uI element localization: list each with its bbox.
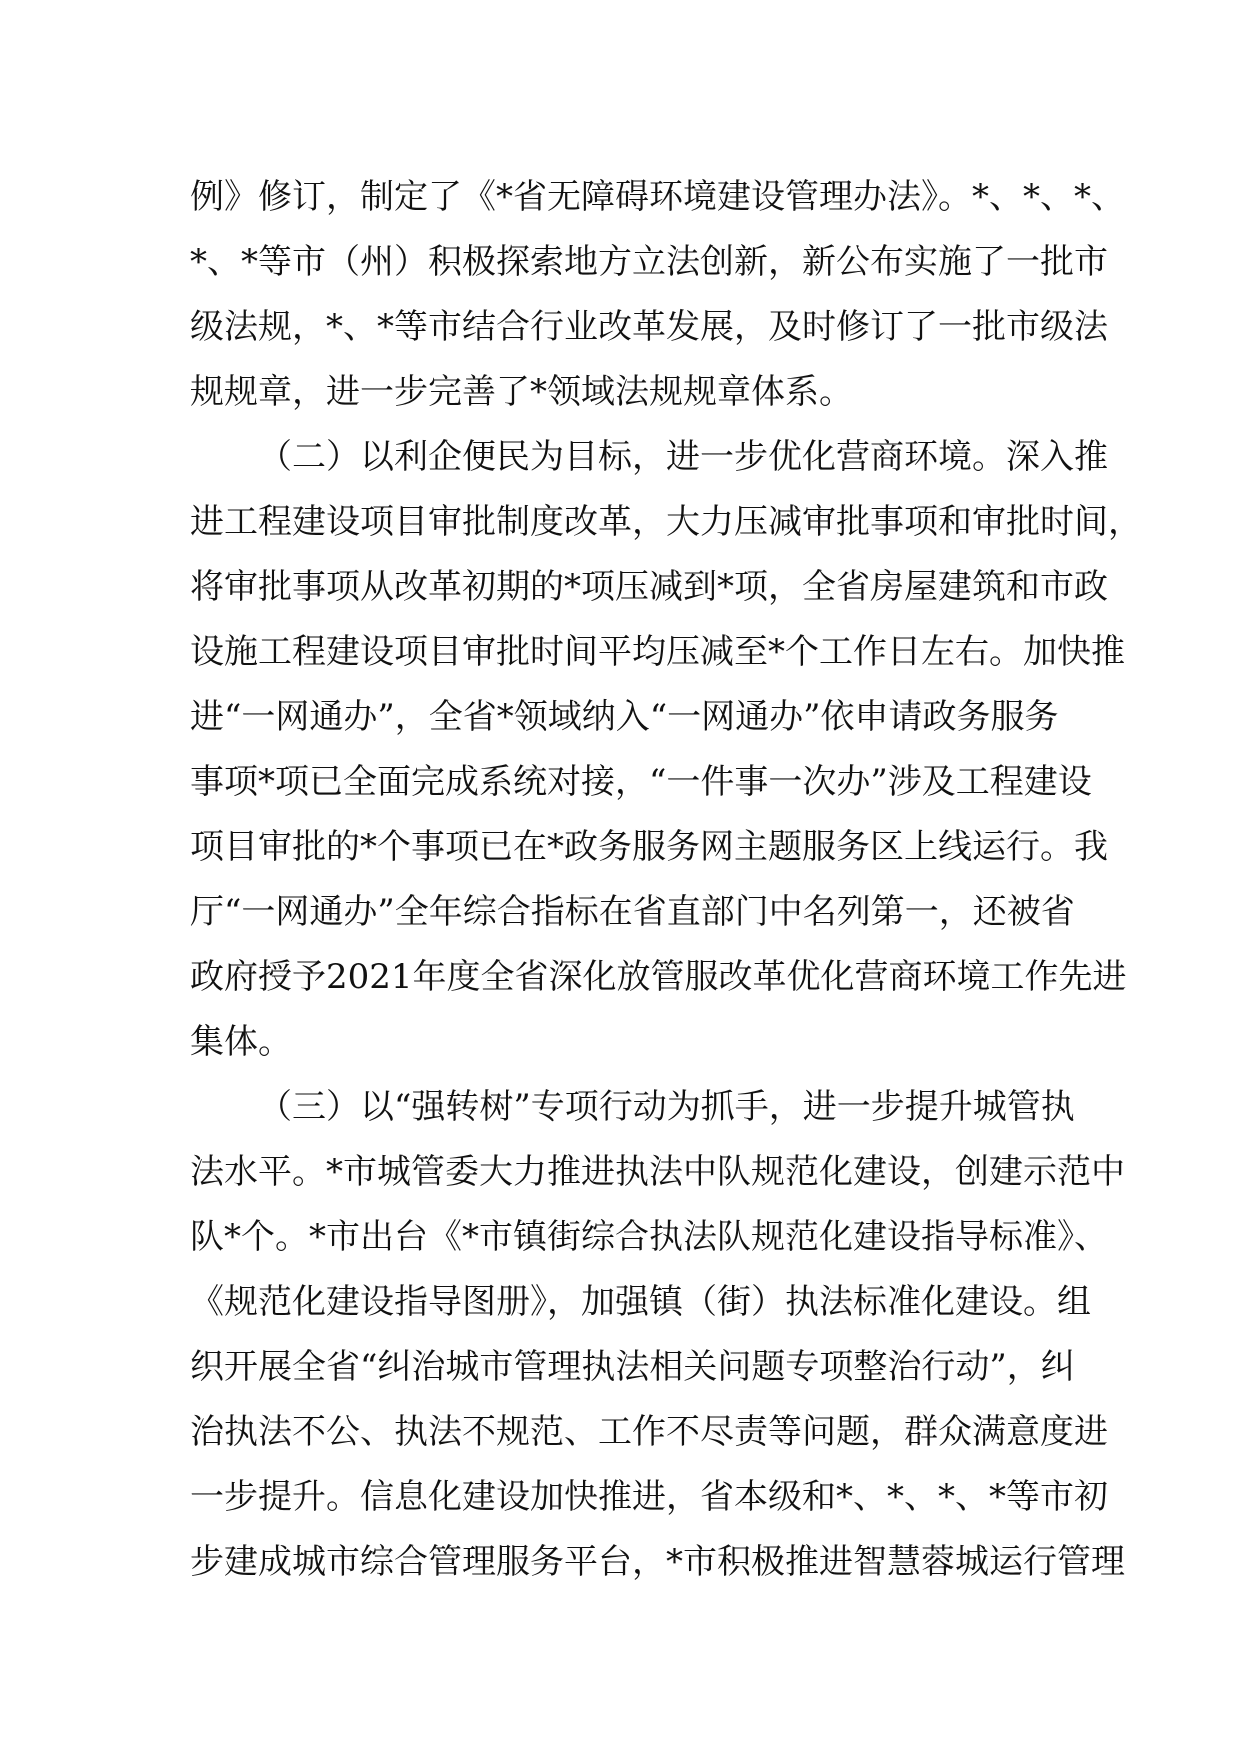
text-line: 法水平。*市城管委大力推进执法中队规范化建设，创建示范中 [190,1152,1125,1192]
text-line: 进“一网通办”，全省*领域纳入“一网通办”依申请政务服务 [190,697,1059,737]
text-line: 步建成城市综合管理服务平台，*市积极推进智慧蓉城运行管理 [190,1542,1125,1582]
text-line: 政府授予2021年度全省深化放管服改革优化营商环境工作先进 [190,957,1127,997]
section-heading-line: （三）以“强转树”专项行动为抓手，进一步提升城管执 [258,1087,1075,1127]
text-line: *、*等市（州）积极探索地方立法创新，新公布实施了一批市 [190,242,1108,282]
text-line: 设施工程建设项目审批时间平均压减至*个工作日左右。加快推 [190,632,1125,672]
text-line: 例》修订，制定了《*省无障碍环境建设管理办法》。*、*、*、 [190,177,1125,217]
text-line: 将审批事项从改革初期的*项压减到*项，全省房屋建筑和市政 [190,567,1108,607]
document-body [190,165,1142,1595]
text-line: 治执法不公、执法不规范、工作不尽责等问题，群众满意度进 [190,1412,1108,1452]
text-line: 规规章，进一步完善了*领域法规规章体系。 [190,372,853,412]
text-line: 织开展全省“纠治城市管理执法相关问题专项整治行动”，纠 [190,1347,1075,1387]
text-line: 《规范化建设指导图册》，加强镇（街）执法标准化建设。组 [190,1282,1091,1322]
text-line: 一步提升。信息化建设加快推进，省本级和*、*、*、*等市初 [190,1477,1108,1517]
text-line: 集体。 [190,1022,292,1062]
section-heading-line: （二）以利企便民为目标，进一步优化营商环境。深入推 [258,437,1108,477]
text-line: 级法规，*、*等市结合行业改革发展，及时修订了一批市级法 [190,307,1108,347]
text-line: 项目审批的*个事项已在*政务服务网主题服务区上线运行。我 [190,827,1108,867]
text-line: 事项*项已全面完成系统对接，“一件事一次办”涉及工程建设 [190,762,1092,802]
text-line: 队*个。*市出台《*市镇街综合执法队规范化建设指导标准》、 [190,1217,1108,1257]
text-line: 厅“一网通办”全年综合指标在省直部门中名列第一，还被省 [190,892,1075,932]
text-line: 进工程建设项目审批制度改革，大力压减审批事项和审批时间， [190,502,1142,542]
